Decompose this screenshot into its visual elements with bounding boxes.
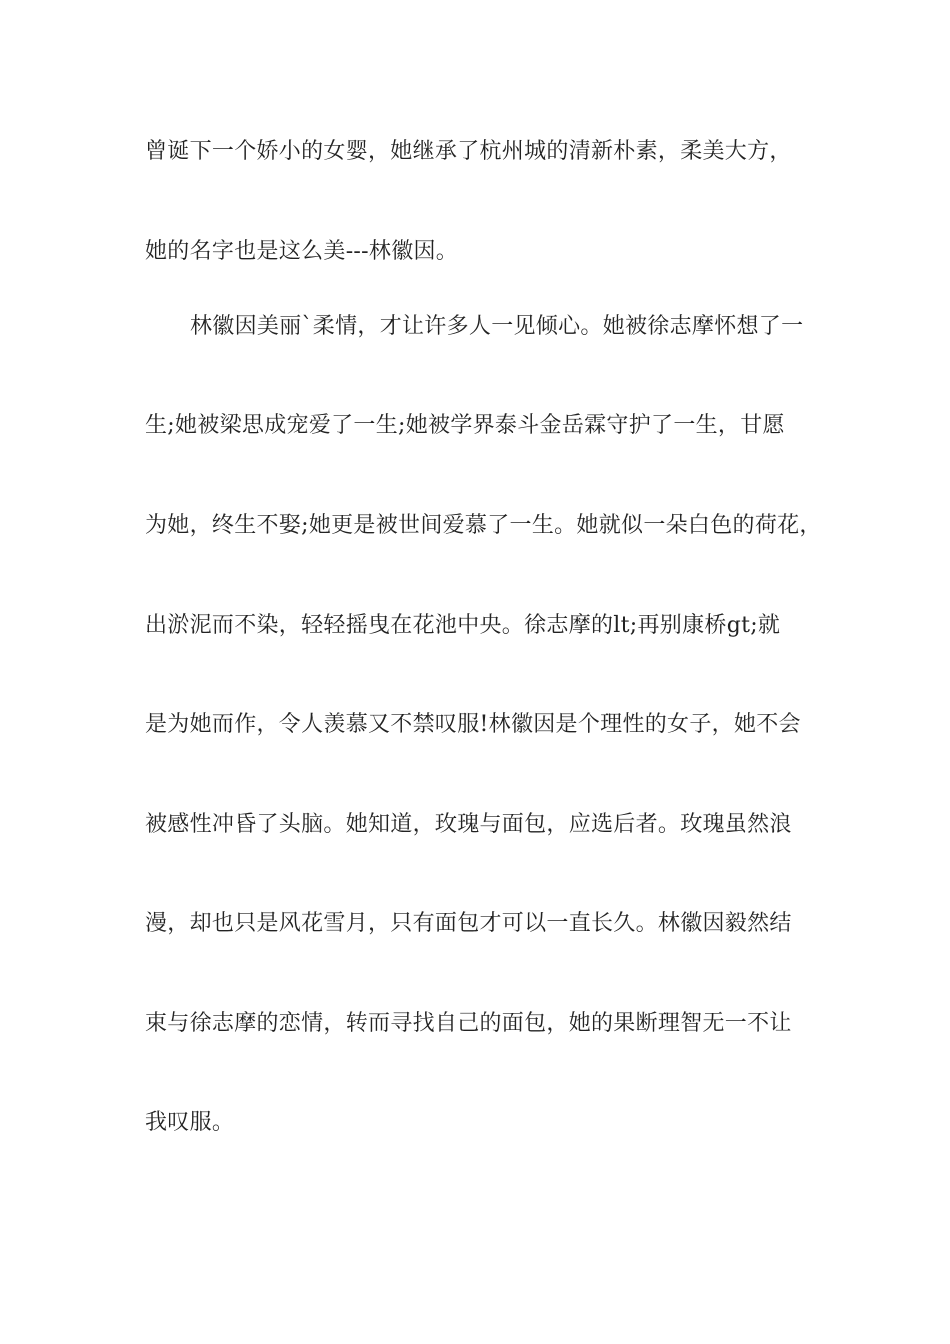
text-line-5: 为她，终生不娶;她更是被世间爱慕了一生。她就似一朵白色的荷花， (145, 513, 822, 538)
text-line-6: 出淤泥而不染，轻轻摇曳在花池中央。徐志摩的lt;再别康桥gt;就 (145, 613, 781, 638)
text-line-9: 漫，却也只是风花雪月，只有面包才可以一直长久。林徽因毅然结 (145, 911, 792, 936)
paragraph-start-line: 林徽因美丽`柔情，才让许多人一见倾心。她被徐志摩怀想了一 (190, 314, 804, 339)
text-line-10: 束与徐志摩的恋情，转而寻找自己的面包，她的果断理智无一不让 (145, 1011, 792, 1036)
text-line-8: 被感性冲昏了头脑。她知道，玫瑰与面包，应选后者。玫瑰虽然浪 (145, 812, 792, 837)
text-line-4: 生;她被梁思成宠爱了一生;她被学界泰斗金岳霖守护了一生，甘愿 (145, 413, 785, 438)
text-line-1: 曾诞下一个娇小的女婴，她继承了杭州城的清新朴素，柔美大方， (145, 139, 792, 164)
text-line-7: 是为她而作，令人羡慕又不禁叹服!林徽因是个理性的女子，她不会 (145, 712, 801, 737)
text-line-2: 她的名字也是这么美---林徽因。 (145, 239, 459, 264)
text-line-11: 我叹服。 (145, 1110, 235, 1135)
